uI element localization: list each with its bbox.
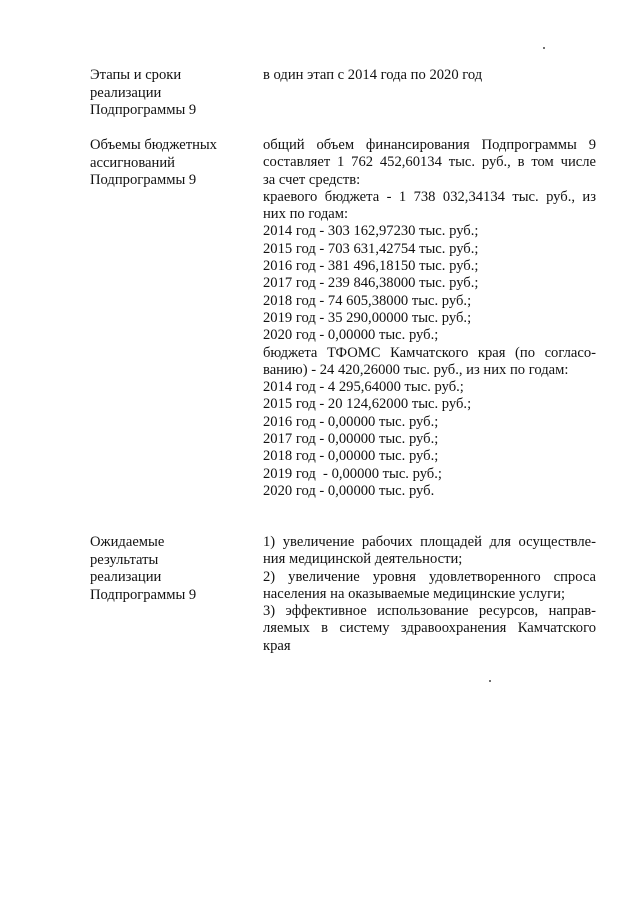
content-line: 2016 год - 0,00000 тыс. руб.; — [263, 413, 439, 430]
content-line: ванию) - 24 420,26000 тыс. руб., из них по годам: — [263, 361, 569, 378]
content-line: населения на оказываемые медицинские услуги; — [263, 585, 566, 602]
content-line: 2017 год - 239 846,38000 тыс. руб.; — [263, 275, 479, 292]
scan-speck — [543, 47, 545, 49]
label-line: Подпрограммы 9 — [90, 102, 197, 118]
row-budget-label — [90, 137, 240, 190]
label-line: Подпрограммы 9 — [90, 172, 197, 188]
content-line: них по годам: — [263, 206, 349, 223]
row-results-content — [263, 534, 596, 655]
content-line: 1) увеличение рабочих площадей для осуществле- — [263, 534, 596, 550]
content-line: 2015 год - 20 124,62000 тыс. руб.; — [263, 396, 472, 413]
content-line: составляет 1 762 452,60134 тыс. руб., в том числе — [263, 154, 596, 171]
scan-speck — [489, 680, 491, 682]
label-line: Этапы и сроки — [90, 67, 182, 83]
content-line: ния медицинской деятельности; — [263, 551, 463, 568]
row-results-label — [90, 534, 240, 604]
content-line: 2019 год - 35 290,00000 тыс. руб.; — [263, 309, 472, 326]
label-line: Объемы бюджетных — [90, 137, 217, 153]
label-line: ассигнований — [90, 154, 175, 171]
row-budget-content — [263, 137, 596, 500]
content-line: края — [263, 637, 291, 654]
row-stages-content — [263, 67, 596, 84]
content-line: краевого бюджета - 1 738 032,34134 тыс. руб., из — [263, 188, 596, 205]
content-line: 2015 год - 703 631,42754 тыс. руб.; — [263, 240, 479, 257]
content-line: 2019 год - 0,00000 тыс. руб.; — [263, 465, 442, 482]
label-line: реализации — [90, 569, 162, 585]
content-line: в один этап с 2014 года по 2020 год — [263, 67, 483, 83]
row-stages-label — [90, 67, 240, 120]
label-line: Подпрограммы 9 — [90, 586, 197, 603]
label-line: результаты — [90, 551, 159, 568]
content-line: 2016 год - 381 496,18150 тыс. руб.; — [263, 258, 479, 275]
content-line: общий объем финансирования Подпрограммы 9 — [263, 137, 596, 153]
content-line: за счет средств: — [263, 171, 361, 188]
content-line: 2017 год - 0,00000 тыс. руб.; — [263, 431, 439, 448]
content-line: 2) увеличение уровня удовлетворенного спроса — [263, 568, 596, 585]
label-line: Ожидаемые — [90, 534, 165, 550]
content-line: 3) эффективное использование ресурсов, направ- — [263, 603, 596, 620]
content-line: 2020 год - 0,00000 тыс. руб. — [263, 482, 435, 499]
label-line: реализации — [90, 84, 162, 101]
content-line: 2020 год - 0,00000 тыс. руб.; — [263, 327, 439, 344]
content-line: 2018 год - 0,00000 тыс. руб.; — [263, 448, 439, 465]
content-line: 2014 год - 4 295,64000 тыс. руб.; — [263, 379, 464, 396]
content-line: 2018 год - 74 605,38000 тыс. руб.; — [263, 292, 472, 309]
content-line: бюджета ТФОМС Камчатского края (по согласо- — [263, 344, 596, 361]
content-line: 2014 год - 303 162,97230 тыс. руб.; — [263, 223, 479, 240]
content-line: ляемых в систему здравоохранения Камчатского — [263, 620, 596, 637]
